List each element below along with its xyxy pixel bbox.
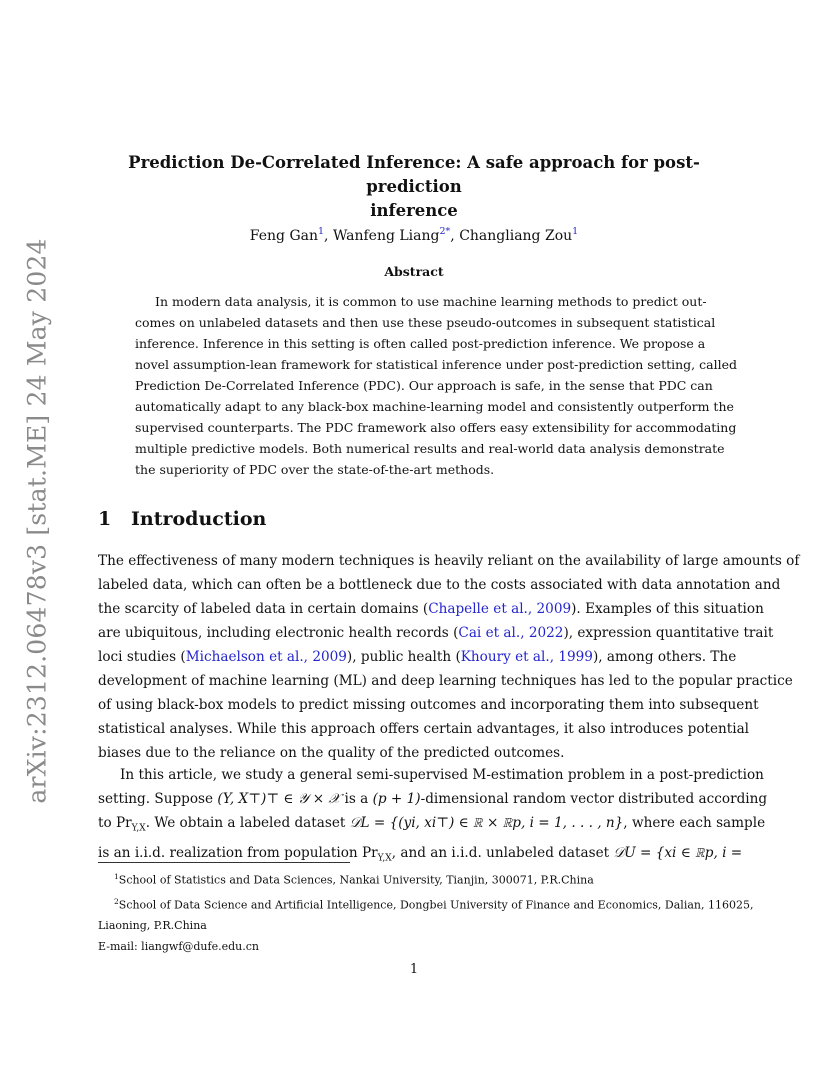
text-run: ), expression quantitative trait (563, 625, 774, 641)
contact-email[interactable]: E-mail: liangwf@dufe.edu.cn (98, 940, 259, 954)
text-run: ), public health ( (346, 649, 461, 665)
citation-link[interactable]: Cai et al., 2022 (458, 625, 564, 641)
abstract-body (135, 291, 737, 480)
page-number: 1 (409, 962, 419, 977)
citation-link[interactable]: Khoury et al., 1999 (460, 649, 593, 665)
author-list: Feng Gan$^1$, Wanfeng Liang$^{2*}$, Changliang Zou$^1$ (249, 226, 579, 244)
affiliation-mark[interactable]: 1 (572, 226, 579, 237)
text-run: loci studies ( (98, 649, 186, 665)
paragraph-line: of using black-box models to predict missing outcomes and incorporating them into subsequent (98, 697, 759, 713)
abstract-line: comes on unlabeled datasets and then use these pseudo-outcomes in subsequent statistical (135, 315, 716, 330)
arxiv-sidebar-stamp (22, 237, 52, 804)
paragraph-line: In this article, we study a general semi-supervised M-estimation problem in a post-prediction (120, 767, 764, 783)
footnote-1 (98, 866, 730, 891)
footnote-2 (98, 891, 754, 916)
math-subscript: Y,X (377, 853, 392, 864)
paragraph-line (98, 811, 766, 841)
paragraph-line (98, 645, 737, 669)
text-run: the scarcity of labeled data in certain domains ( (98, 601, 429, 617)
paragraph-line (98, 621, 774, 645)
title-line-1: Prediction De-Correlated Inference: A safe approach for post-prediction (128, 153, 700, 196)
math-expression: (p + 1) (372, 791, 421, 807)
affiliation-mark[interactable]: 1 (318, 226, 325, 237)
footnote-2-continued: Liaoning, P.R.China (98, 919, 207, 933)
paragraph-line (98, 787, 768, 811)
abstract-line: supervised counterparts. The PDC framework also offers easy extensibility for accommodating (135, 420, 737, 435)
footnote-divider (98, 862, 350, 863)
footnote-text: School of Statistics and Data Sciences, Nankai University, Tianjin, 300071, P.R.China (118, 873, 594, 887)
abstract-line: In modern data analysis, it is common to use machine learning methods to predict out- (155, 294, 707, 309)
intro-paragraph-1 (98, 549, 800, 765)
text-run: to (98, 815, 116, 831)
footnote-text: School of Data Science and Artificial Intelligence, Dongbei University of Finance and Economics, Dalian, 116025, (118, 898, 754, 912)
paragraph-line: The effectiveness of many modern techniques is heavily reliant on the availability of large amounts of (98, 553, 800, 569)
math-expression: Pr (115, 815, 132, 831)
title-line-2: inference (370, 201, 458, 220)
footnotes (98, 866, 754, 957)
abstract-line: Prediction De-Correlated Inference (PDC). Our approach is safe, in the sense that PDC can (135, 378, 713, 393)
author-name: Feng Gan (249, 228, 318, 244)
citation-link[interactable]: Chapelle et al., 2009 (428, 601, 572, 617)
math-expression: Pr (361, 844, 378, 861)
abstract-line: automatically adapt to any black-box machine-learning model and consistently outperform the (135, 399, 734, 414)
text-run: are ubiquitous, including electronic health records ( (98, 625, 459, 641)
author-name: Changliang Zou (459, 228, 573, 244)
abstract-line: the superiority of PDC over the state-of-the-art methods. (135, 462, 495, 477)
paragraph-line: biases due to the reliance on the quality of the predicted outcomes. (98, 745, 565, 761)
abstract-line: multiple predictive models. Both numerical results and real-world data analysis demonstrate (135, 441, 725, 456)
section-number: 1 (98, 508, 112, 530)
section-title: Introduction (131, 508, 267, 530)
abstract-line: novel assumption-lean framework for statistical inference under post-prediction setting, called (135, 357, 737, 372)
intro-paragraph-2 (98, 763, 768, 870)
footnote-mark: 1 (114, 872, 119, 881)
paragraph-line: labeled data, which can often be a bottleneck due to the costs associated with data annotation and (98, 577, 781, 593)
citation-link[interactable]: Michaelson et al., 2009 (185, 649, 347, 665)
affiliation-mark[interactable]: 2* (439, 226, 451, 237)
author-name: Wanfeng Liang (332, 228, 440, 244)
section-heading (98, 508, 266, 530)
math-expression: 𝒟U = {xi ∈ ℝp, i = (613, 844, 743, 861)
text-run: setting. Suppose (98, 791, 218, 807)
footnote-mark: 2 (114, 896, 119, 906)
text-run: . We obtain a labeled dataset (145, 815, 350, 831)
text-run: -dimensional random vector distributed according (420, 791, 768, 807)
arxiv-identifier: arXiv:2312.06478v3 [stat.ME] 24 May 2024 (22, 237, 52, 804)
math-expression: (Y, X⊤)⊤ ∈ 𝒴 × 𝒳 (217, 791, 341, 807)
math-subscript: Y,X (131, 823, 146, 834)
paragraph-line (98, 597, 764, 621)
paragraph-line: statistical analyses. While this approach offers certain advantages, it also introduces potential (98, 721, 750, 737)
paper-title (98, 151, 730, 223)
text-run: , and an i.i.d. unlabeled dataset (391, 844, 614, 861)
abstract-heading: Abstract (384, 264, 444, 279)
text-run: is a (340, 791, 373, 807)
text-run: ). Examples of this situation (571, 601, 764, 617)
abstract-line: inference. Inference in this setting is often called post-prediction inference. We propose a (135, 336, 706, 351)
paragraph-line: development of machine learning (ML) and deep learning techniques has led to the popular practice (98, 673, 793, 689)
math-expression: 𝒟L = {(yi, xi⊤) ∈ ℝ × ℝp, i = 1, . . . , n} (349, 815, 624, 831)
text-run: is an i.i.d. realization from population (98, 844, 362, 861)
text-run: , where each sample (623, 815, 766, 831)
text-run: ), among others. The (592, 649, 737, 665)
